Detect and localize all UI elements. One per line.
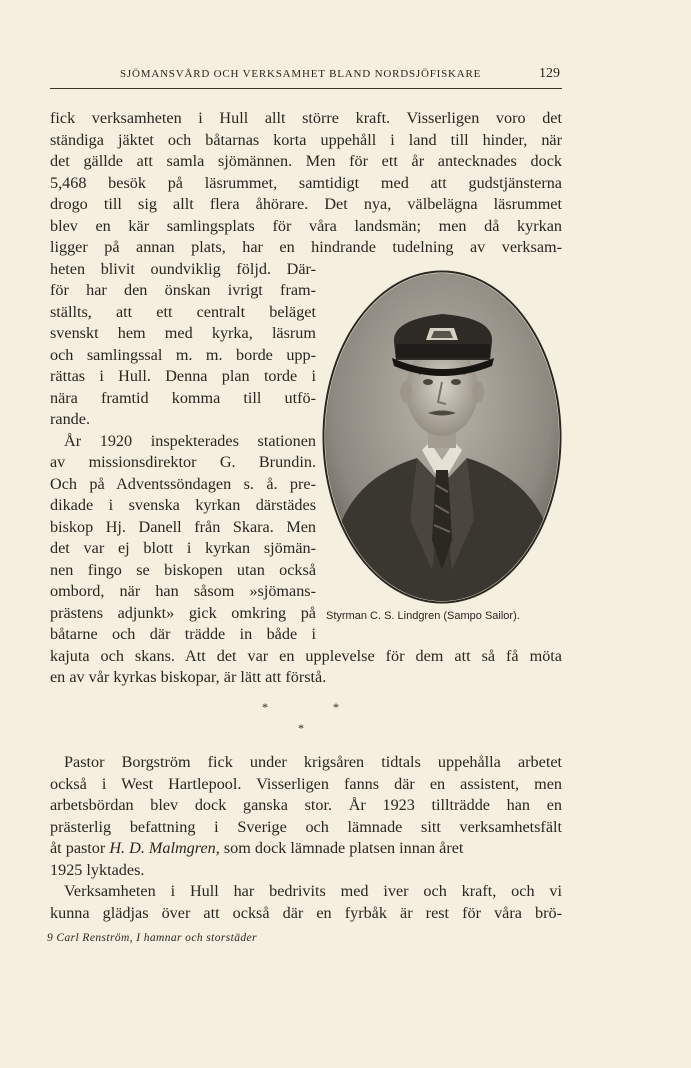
text-line xyxy=(50,838,562,859)
footer-signature: 9 Carl Renström, I hamnar och storstäder xyxy=(47,932,257,944)
text-line: också i West Hartlepool. Visserligen fanns där en assistent, men xyxy=(50,775,562,793)
text-line: kunna glädjas över att också där en fyrbåk är rest för våra brö- xyxy=(50,904,562,922)
text-line: nära framtid komma till utfö- xyxy=(50,389,316,407)
running-title: SJÖMANSVÅRD OCH VERKSAMHET BLAND NORDSJÖFISKARE xyxy=(120,68,482,80)
text-line: och samlingssal m. m. borde upp- xyxy=(50,346,316,364)
text-line: ligger på annan plats, har en hindrande tudelning av verksam- xyxy=(50,238,562,256)
text-line: dikade i svenska kyrkan därstädes xyxy=(50,496,316,514)
text-line: 5,468 besök på läsrummet, samtidigt med att gudstjänsterna xyxy=(50,174,562,192)
page-number: 129 xyxy=(539,66,560,81)
text-line: prästerlig befattning i Sverige och lämnade sitt verksamhetsfält xyxy=(50,818,562,836)
text-line: Pastor Borgström fick under krigsåren tidtals uppehålla arbetet xyxy=(64,753,562,771)
text-line: Och på Adventssöndagen s. å. pre- xyxy=(50,475,316,493)
text-line: År 1920 inspekterades stationen xyxy=(64,432,316,450)
text-line: det var ej blott i kyrkan sjömän- xyxy=(50,539,316,557)
text-line: ställts, att ett centralt beläget xyxy=(50,303,316,321)
text-span: som dock lämnade platsen innan året xyxy=(219,839,464,857)
text-line: ombord, när han såsom »sjömans- xyxy=(50,582,316,600)
text-line: det gällde att samla sjömännen. Men för ett år antecknades dock xyxy=(50,152,562,170)
text-line: rättas i Hull. Denna plan torde i xyxy=(50,367,316,385)
text-line: Verksamheten i Hull har bedrivits med iver och kraft, och vi xyxy=(64,882,562,900)
text-line: biskop Hj. Danell från Skara. Men xyxy=(50,518,316,536)
text-line: heten blivit oundviklig följd. Där- xyxy=(50,260,316,278)
text-line: en av vår kyrkas biskopar, är lätt att förstå. xyxy=(50,668,327,686)
text-line: kajuta och skans. Att det var en upplevelse för dem att så få möta xyxy=(50,647,562,665)
photo-caption: Styrman C. S. Lindgren (Sampo Sailor). xyxy=(326,610,520,622)
text-line: 1925 lyktades. xyxy=(50,861,145,879)
separator-star: * xyxy=(298,721,304,735)
text-line: av missionsdirektor G. Brundin. xyxy=(50,453,316,471)
separator-star: * xyxy=(333,700,339,714)
text-span: åt pastor xyxy=(50,839,110,857)
text-line: för har den önskan ivrigt fram- xyxy=(50,281,316,299)
portrait-photo xyxy=(322,270,562,604)
text-line: svenskt hem med kyrka, läsrum xyxy=(50,324,316,342)
text-line: ständiga jäktet och båtarnas korta uppehåll i land till hinder, när xyxy=(50,131,562,149)
person-name: H. D. Malmgren, xyxy=(109,839,220,857)
running-head xyxy=(50,66,562,89)
text-line: rande. xyxy=(50,410,90,428)
text-line: arbetsbördan blev dock ganska stor. År 1923 tillträdde han en xyxy=(50,796,562,814)
text-line: blev en kär samlingsplats för våra landsmän; men då kyrkan xyxy=(50,217,562,235)
text-line: nen fingo se biskopen utan också xyxy=(50,561,316,579)
text-line: prästens adjunkt» gick omkring på xyxy=(50,604,316,622)
text-line: fick verksamheten i Hull allt större kraft. Visserligen voro det xyxy=(50,109,562,127)
text-line: båtarne och där trädde in både i xyxy=(50,625,316,643)
text-line: drogo till sig allt flera åhörare. Det nya, välbelägna läsrummet xyxy=(50,195,562,213)
separator-star: * xyxy=(262,700,268,714)
